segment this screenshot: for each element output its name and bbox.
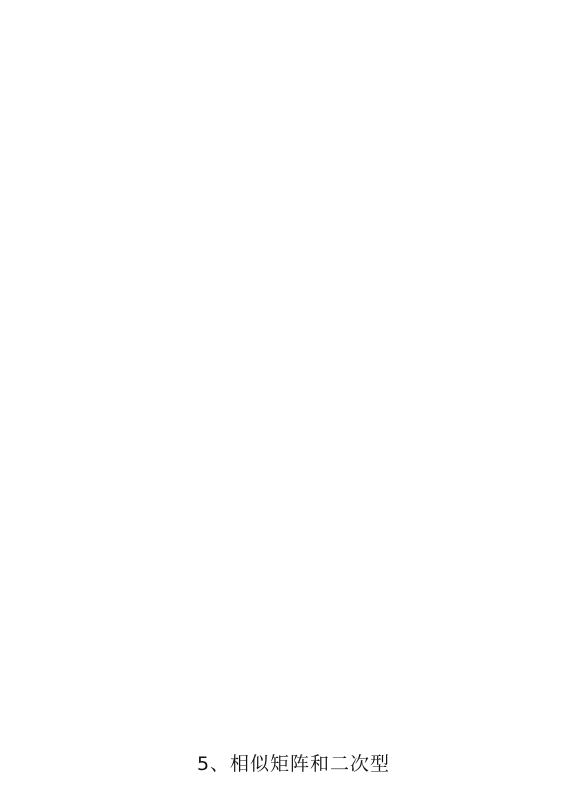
section-heading: 5、相似矩阵和二次型 (196, 753, 391, 775)
